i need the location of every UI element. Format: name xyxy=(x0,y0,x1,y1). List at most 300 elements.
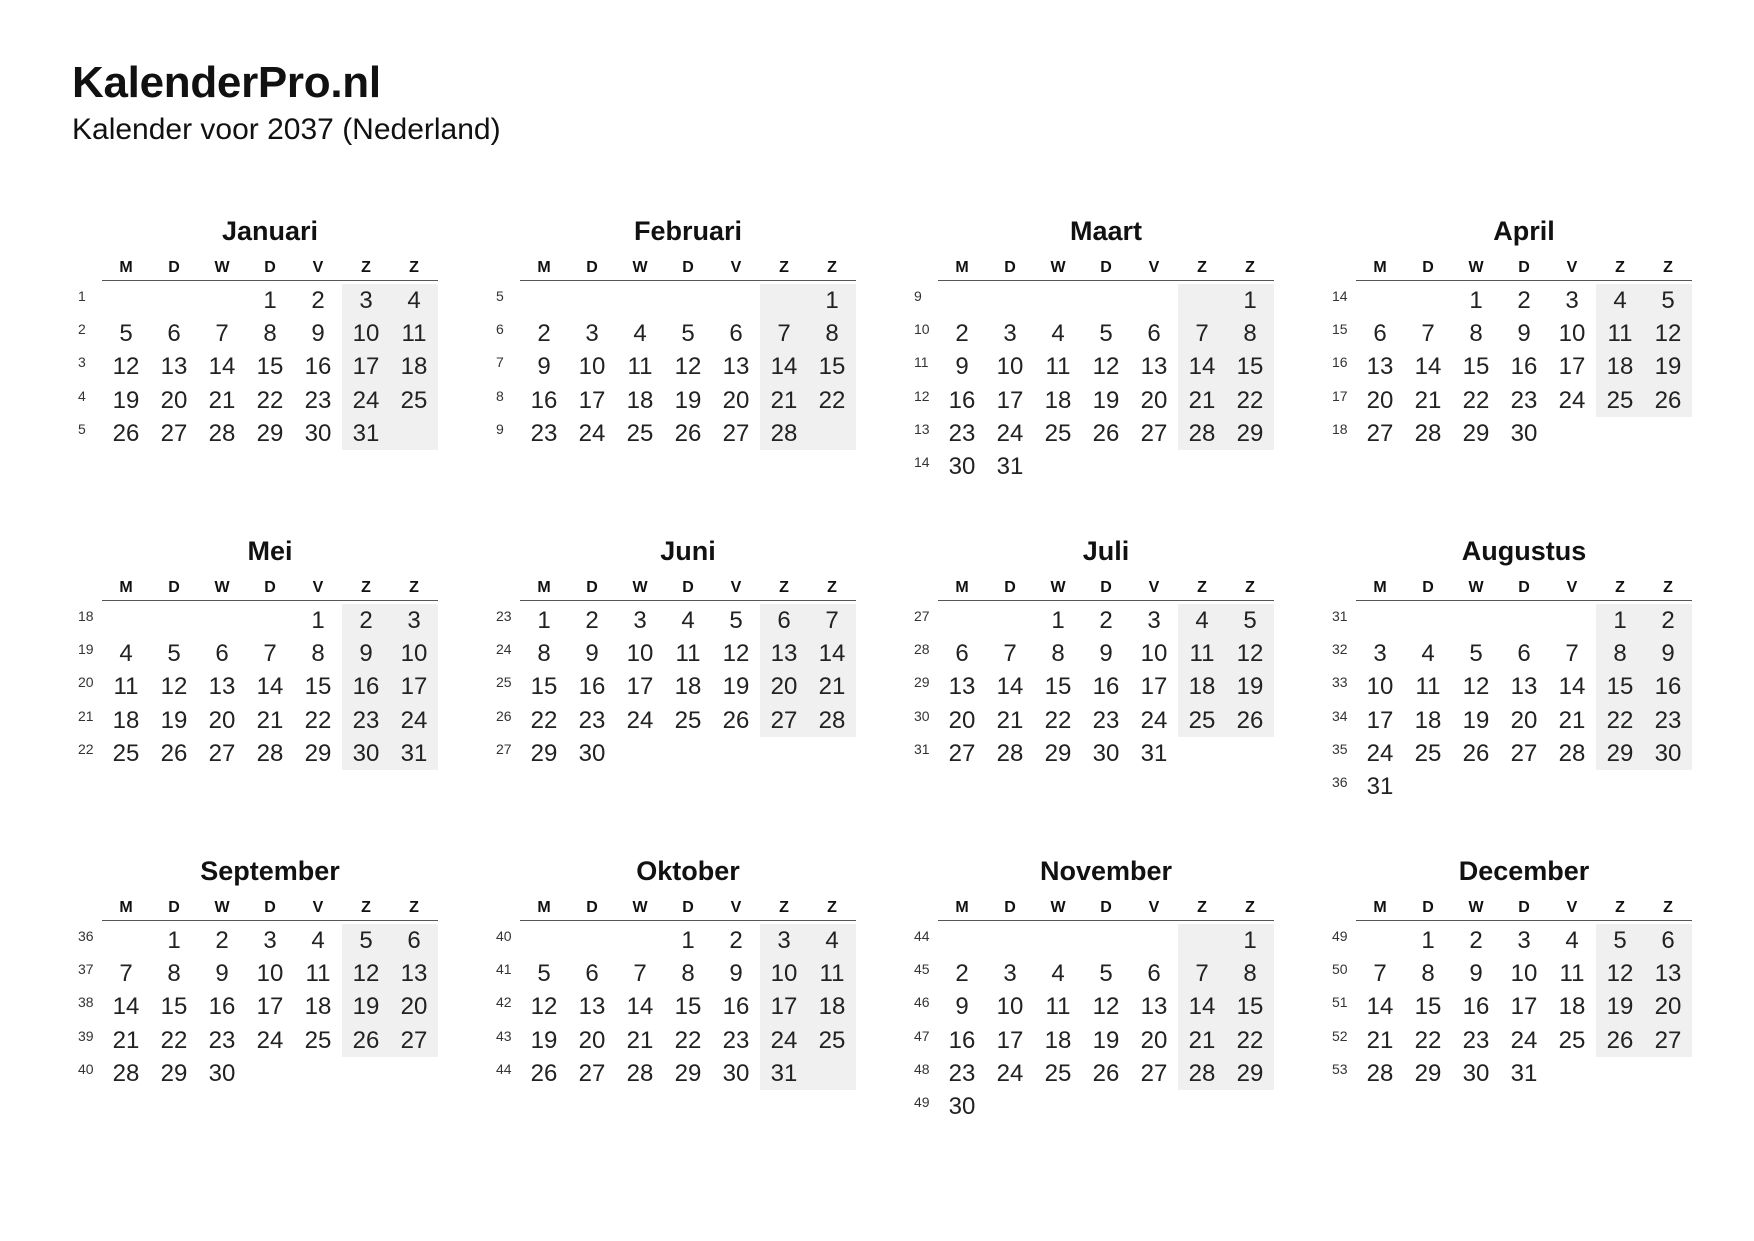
week-number: 29 xyxy=(914,674,930,691)
day: 15 xyxy=(530,673,558,701)
week-number: 26 xyxy=(496,707,512,724)
week-number: 53 xyxy=(1332,1060,1348,1077)
day: 22 xyxy=(304,706,332,734)
day: 17 xyxy=(996,386,1024,414)
day: 18 xyxy=(304,993,332,1021)
week-number: 41 xyxy=(496,961,512,978)
weekday-label: Z xyxy=(361,259,371,276)
weekday-label: D xyxy=(586,899,598,916)
weekend-day: 15 xyxy=(1236,993,1264,1021)
page-header xyxy=(72,58,501,148)
weekday-label: Z xyxy=(361,579,371,596)
day: 23 xyxy=(208,1026,236,1054)
weekend-day: 29 xyxy=(1606,739,1634,767)
day: 18 xyxy=(1414,706,1442,734)
weekend-day: 8 xyxy=(1613,640,1627,668)
day: 12 xyxy=(1092,353,1120,381)
day: 21 xyxy=(996,706,1024,734)
week-number: 12 xyxy=(914,387,930,404)
weekend-day: 19 xyxy=(1606,993,1634,1021)
day: 18 xyxy=(674,673,702,701)
day: 24 xyxy=(996,1059,1024,1087)
weekend-day: 2 xyxy=(1661,607,1675,634)
day: 26 xyxy=(1092,419,1120,447)
weekend-day: 21 xyxy=(1188,1026,1216,1054)
month-title: November xyxy=(1039,856,1173,886)
day: 9 xyxy=(1099,640,1113,668)
day: 23 xyxy=(948,419,976,447)
day: 23 xyxy=(1462,1026,1490,1054)
day: 21 xyxy=(112,1026,140,1054)
day: 4 xyxy=(311,927,325,954)
weekend-day: 15 xyxy=(1236,353,1264,381)
day: 21 xyxy=(208,386,236,414)
day: 2 xyxy=(1099,607,1113,634)
day: 24 xyxy=(1510,1026,1538,1054)
weekend-day: 17 xyxy=(352,353,380,381)
month-augustus xyxy=(1324,534,1704,824)
day: 6 xyxy=(729,320,743,348)
weekend-day: 24 xyxy=(770,1026,798,1054)
day: 27 xyxy=(160,419,188,447)
day: 11 xyxy=(1559,960,1585,988)
day: 30 xyxy=(1092,739,1120,767)
weekday-label: Z xyxy=(1197,579,1207,596)
day: 20 xyxy=(1510,706,1538,734)
weekend-day: 6 xyxy=(1661,927,1675,954)
weekday-label: Z xyxy=(1663,899,1673,916)
day: 4 xyxy=(1421,640,1435,668)
month-title: Februari xyxy=(633,216,743,246)
day: 4 xyxy=(1051,960,1065,988)
day: 5 xyxy=(167,640,181,668)
weekday-label: W xyxy=(1050,579,1066,596)
weekday-label: V xyxy=(1566,899,1578,916)
day: 22 xyxy=(1462,386,1490,414)
weekday-label: D xyxy=(1518,579,1530,596)
day: 14 xyxy=(996,673,1024,701)
day: 28 xyxy=(1558,739,1586,767)
week-number: 43 xyxy=(496,1027,512,1044)
weekend-day: 30 xyxy=(352,739,380,767)
day: 17 xyxy=(996,1026,1024,1054)
day: 21 xyxy=(1558,706,1586,734)
day: 11 xyxy=(305,960,331,988)
weekend-day: 9 xyxy=(1661,640,1675,668)
day: 13 xyxy=(1140,353,1168,381)
week-number: 11 xyxy=(914,354,929,371)
week-number: 30 xyxy=(914,707,930,724)
weekend-day: 27 xyxy=(400,1026,428,1054)
weekend-day: 7 xyxy=(1195,960,1209,988)
day: 15 xyxy=(1044,673,1072,701)
day: 2 xyxy=(955,320,969,348)
week-number: 15 xyxy=(1332,321,1348,338)
day: 16 xyxy=(948,386,976,414)
month-title: Juni xyxy=(660,536,716,566)
week-number: 31 xyxy=(914,740,930,757)
weekend-day: 28 xyxy=(818,706,846,734)
weekend-day: 28 xyxy=(1188,419,1216,447)
weekend-day: 5 xyxy=(1613,927,1627,954)
day: 5 xyxy=(729,607,743,634)
weekday-label: V xyxy=(1566,259,1578,276)
weekday-label: Z xyxy=(1663,259,1673,276)
weekend-day: 17 xyxy=(400,673,428,701)
weekday-label: D xyxy=(168,579,180,596)
week-number: 49 xyxy=(914,1094,930,1110)
weekend-day: 5 xyxy=(1243,607,1257,634)
day: 25 xyxy=(1558,1026,1586,1054)
day: 13 xyxy=(722,353,750,381)
weekday-label: W xyxy=(1050,259,1066,276)
day: 17 xyxy=(1366,706,1394,734)
day: 28 xyxy=(1414,419,1442,447)
day: 15 xyxy=(674,993,702,1021)
weekend-day: 21 xyxy=(1188,386,1216,414)
day: 26 xyxy=(530,1059,558,1087)
weekend-day: 17 xyxy=(770,993,798,1021)
day: 7 xyxy=(1373,960,1387,988)
day: 24 xyxy=(1558,386,1586,414)
day: 14 xyxy=(1558,673,1586,701)
day: 7 xyxy=(633,960,647,988)
day: 20 xyxy=(722,386,750,414)
day: 1 xyxy=(537,607,551,634)
week-number: 13 xyxy=(914,420,930,437)
weekend-day: 9 xyxy=(359,640,373,668)
day: 13 xyxy=(948,673,976,701)
day: 13 xyxy=(1366,353,1394,381)
day: 14 xyxy=(1366,993,1394,1021)
weekend-day: 6 xyxy=(777,607,791,634)
weekday-header xyxy=(102,258,438,281)
weekday-header xyxy=(520,898,856,921)
day: 30 xyxy=(722,1059,750,1087)
weekday-label: D xyxy=(682,259,694,276)
day: 17 xyxy=(1558,353,1586,381)
day: 12 xyxy=(112,353,140,381)
month-title: Augustus xyxy=(1461,536,1587,566)
week-number: 31 xyxy=(1332,608,1348,624)
weekend-day: 20 xyxy=(400,993,428,1021)
day: 10 xyxy=(626,640,654,668)
day: 29 xyxy=(530,739,558,767)
day: 18 xyxy=(626,386,654,414)
weekend-day: 14 xyxy=(1188,353,1216,381)
week-number: 27 xyxy=(496,740,512,757)
weekend-day: 21 xyxy=(818,673,846,701)
day: 3 xyxy=(1003,320,1017,348)
day: 16 xyxy=(1510,353,1538,381)
weekday-label: M xyxy=(955,259,969,276)
weekday-label: M xyxy=(537,579,551,596)
weekend-day: 16 xyxy=(1654,673,1682,701)
weekday-label: Z xyxy=(1615,579,1625,596)
day: 3 xyxy=(1373,640,1387,668)
weekday-label: D xyxy=(264,899,276,916)
weekday-label: M xyxy=(1373,579,1387,596)
day: 2 xyxy=(955,960,969,988)
week-number: 5 xyxy=(78,420,86,437)
day: 4 xyxy=(633,320,647,348)
day: 10 xyxy=(1366,673,1394,701)
day: 26 xyxy=(1462,739,1490,767)
day: 30 xyxy=(304,419,332,447)
day: 3 xyxy=(1517,927,1531,954)
week-number: 8 xyxy=(496,387,504,404)
week-number: 9 xyxy=(914,288,922,304)
weekday-label: V xyxy=(1148,259,1160,276)
day: 7 xyxy=(1003,640,1017,668)
week-number: 46 xyxy=(914,994,930,1011)
weekday-label: W xyxy=(214,579,230,596)
day: 4 xyxy=(1565,927,1579,954)
day: 31 xyxy=(1140,739,1168,767)
day: 16 xyxy=(208,993,236,1021)
weekend-day: 1 xyxy=(1243,287,1257,314)
day: 17 xyxy=(626,673,654,701)
day: 23 xyxy=(948,1059,976,1087)
day: 15 xyxy=(304,673,332,701)
day: 9 xyxy=(729,960,743,988)
day: 7 xyxy=(119,960,133,988)
day: 12 xyxy=(722,640,750,668)
day: 31 xyxy=(996,453,1024,480)
day: 16 xyxy=(1092,673,1120,701)
week-number: 36 xyxy=(78,928,94,944)
day: 7 xyxy=(215,320,229,348)
day: 17 xyxy=(1140,673,1168,701)
day: 11 xyxy=(627,353,653,381)
weekend-day: 25 xyxy=(400,386,428,414)
day: 25 xyxy=(112,739,140,767)
day: 11 xyxy=(113,673,139,701)
weekend-day: 10 xyxy=(352,320,380,348)
day: 21 xyxy=(1414,386,1442,414)
weekend-day: 20 xyxy=(1654,993,1682,1021)
weekday-label: D xyxy=(1100,259,1112,276)
day: 16 xyxy=(1462,993,1490,1021)
day: 8 xyxy=(263,320,277,348)
weekday-label: Z xyxy=(827,259,837,276)
weekday-label: Z xyxy=(1245,579,1255,596)
day: 30 xyxy=(1462,1059,1490,1087)
weekday-label: Z xyxy=(1245,259,1255,276)
weekday-label: D xyxy=(586,259,598,276)
week-number: 44 xyxy=(914,928,930,944)
weekend-day: 13 xyxy=(400,960,428,988)
day: 3 xyxy=(1147,607,1161,634)
day: 26 xyxy=(112,419,140,447)
weekend-day: 4 xyxy=(1195,607,1209,634)
day: 16 xyxy=(304,353,332,381)
day: 19 xyxy=(530,1026,558,1054)
weekend-day: 23 xyxy=(352,706,380,734)
week-number: 50 xyxy=(1332,961,1348,978)
day: 27 xyxy=(578,1059,606,1087)
day: 16 xyxy=(722,993,750,1021)
day: 12 xyxy=(674,353,702,381)
weekend-day: 7 xyxy=(825,607,839,634)
weekend-day: 7 xyxy=(777,320,791,348)
day: 5 xyxy=(537,960,551,988)
week-number: 38 xyxy=(78,994,94,1011)
day: 2 xyxy=(1469,927,1483,954)
day: 19 xyxy=(1092,386,1120,414)
week-number: 16 xyxy=(1332,354,1348,371)
day: 23 xyxy=(530,419,558,447)
day: 8 xyxy=(1421,960,1435,988)
week-number: 5 xyxy=(496,288,504,304)
day: 20 xyxy=(948,706,976,734)
month-title: April xyxy=(1493,216,1555,246)
weekend-day: 11 xyxy=(1607,320,1633,348)
week-number: 9 xyxy=(496,420,504,437)
day: 25 xyxy=(1044,419,1072,447)
day: 12 xyxy=(1462,673,1490,701)
day: 11 xyxy=(1045,993,1071,1021)
week-number: 4 xyxy=(78,387,86,404)
weekday-header xyxy=(520,578,856,601)
weekend-day: 19 xyxy=(1654,353,1682,381)
day: 6 xyxy=(1373,320,1387,348)
weekend-day: 11 xyxy=(401,320,427,348)
weekend-day: 31 xyxy=(400,739,428,767)
day: 11 xyxy=(1045,353,1071,381)
day: 30 xyxy=(948,1093,976,1120)
weekend-day: 18 xyxy=(1606,353,1634,381)
day: 1 xyxy=(1421,927,1435,954)
weekday-label: Z xyxy=(827,899,837,916)
day: 29 xyxy=(1414,1059,1442,1087)
day: 23 xyxy=(1510,386,1538,414)
day: 10 xyxy=(996,993,1024,1021)
day: 25 xyxy=(1044,1059,1072,1087)
weekend-day: 12 xyxy=(352,960,380,988)
day: 12 xyxy=(530,993,558,1021)
weekday-label: Z xyxy=(361,899,371,916)
weekday-label: Z xyxy=(1197,259,1207,276)
day: 2 xyxy=(729,927,743,954)
day: 28 xyxy=(1366,1059,1394,1087)
weekday-label: Z xyxy=(779,899,789,916)
weekend-day: 12 xyxy=(1606,960,1634,988)
weekday-label: V xyxy=(312,579,324,596)
weekend-day: 26 xyxy=(1236,706,1264,734)
day: 1 xyxy=(681,927,695,954)
day: 31 xyxy=(1366,773,1394,800)
month-title: Juli xyxy=(1082,536,1130,566)
day: 13 xyxy=(578,993,606,1021)
day: 17 xyxy=(256,993,284,1021)
day: 28 xyxy=(996,739,1024,767)
day: 8 xyxy=(167,960,181,988)
weekend-day: 15 xyxy=(818,353,846,381)
weekday-label: Z xyxy=(1245,899,1255,916)
week-number: 25 xyxy=(496,674,512,691)
weekend-day: 1 xyxy=(1243,927,1257,954)
day: 12 xyxy=(1092,993,1120,1021)
month-juli xyxy=(906,534,1286,824)
calendar-subtitle: Kalender voor 2037 (Nederland) xyxy=(72,113,501,146)
weekend-day: 22 xyxy=(1236,386,1264,414)
day: 10 xyxy=(578,353,606,381)
week-number: 32 xyxy=(1332,641,1348,658)
weekday-label: V xyxy=(730,259,742,276)
weekend-day: 18 xyxy=(400,353,428,381)
month-september xyxy=(70,854,450,1144)
week-number: 14 xyxy=(914,454,930,470)
day: 7 xyxy=(263,640,277,668)
day: 18 xyxy=(1558,993,1586,1021)
day: 6 xyxy=(1147,960,1161,988)
day: 27 xyxy=(1140,419,1168,447)
day: 29 xyxy=(1044,739,1072,767)
weekday-label: D xyxy=(1518,259,1530,276)
weekday-label: D xyxy=(682,899,694,916)
weekday-label: V xyxy=(312,259,324,276)
weekday-header xyxy=(520,258,856,281)
weekend-day: 30 xyxy=(1654,739,1682,767)
weekday-label: W xyxy=(632,899,648,916)
day: 5 xyxy=(1099,960,1113,988)
weekend-day: 11 xyxy=(1189,640,1215,668)
month-title: Maart xyxy=(1069,216,1143,246)
weekend-day: 10 xyxy=(770,960,798,988)
day: 18 xyxy=(1044,386,1072,414)
weekday-label: M xyxy=(955,899,969,916)
month-title: September xyxy=(200,856,340,886)
weekend-day: 24 xyxy=(352,386,380,414)
day: 19 xyxy=(722,673,750,701)
day: 20 xyxy=(208,706,236,734)
weekday-header xyxy=(1356,578,1692,601)
weekday-label: Z xyxy=(779,259,789,276)
week-number: 28 xyxy=(914,641,930,658)
day: 13 xyxy=(160,353,188,381)
month-februari xyxy=(488,214,868,504)
weekday-label: D xyxy=(1004,579,1016,596)
day: 28 xyxy=(208,419,236,447)
day: 3 xyxy=(633,607,647,634)
day: 28 xyxy=(112,1059,140,1087)
week-number: 42 xyxy=(496,994,512,1011)
month-oktober xyxy=(488,854,868,1144)
day: 19 xyxy=(1462,706,1490,734)
weekend-day: 26 xyxy=(352,1026,380,1054)
weekend-day: 21 xyxy=(770,386,798,414)
weekday-label: D xyxy=(264,579,276,596)
week-number: 34 xyxy=(1332,707,1348,724)
month-juni xyxy=(488,534,868,824)
day: 10 xyxy=(1558,320,1586,348)
week-number: 24 xyxy=(496,641,512,658)
day: 19 xyxy=(674,386,702,414)
week-number: 1 xyxy=(78,288,86,304)
day: 29 xyxy=(674,1059,702,1087)
day: 18 xyxy=(1044,1026,1072,1054)
weekend-day: 14 xyxy=(1188,993,1216,1021)
day: 20 xyxy=(1140,1026,1168,1054)
weekday-label: D xyxy=(1422,579,1434,596)
day: 7 xyxy=(1565,640,1579,668)
weekday-label: V xyxy=(1148,899,1160,916)
day: 7 xyxy=(1421,320,1435,348)
weekend-day: 4 xyxy=(825,927,839,954)
weekday-label: Z xyxy=(1197,899,1207,916)
day: 14 xyxy=(1414,353,1442,381)
